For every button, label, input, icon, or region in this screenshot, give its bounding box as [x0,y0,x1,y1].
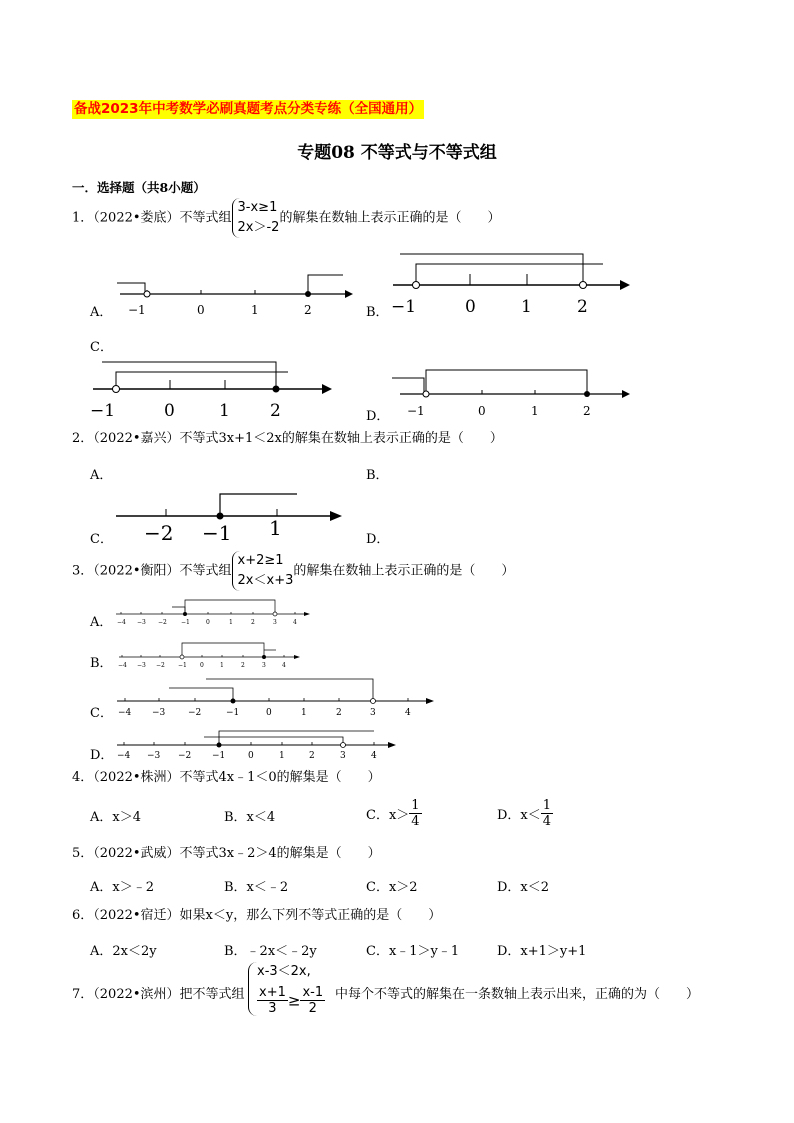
relation-symbol: ≥ [287,991,301,1010]
tick-label: 1 [219,401,230,421]
q5-option-b: B．x＜﹣2 [224,880,289,895]
q6-option-a: A．2x＜2y [90,944,157,959]
tick-label: −4 [118,662,127,669]
tick-label: −3 [137,619,146,626]
q1-option-d-numberline [390,364,635,420]
question-3 [72,551,514,591]
tick-label: 1 [229,619,233,626]
tick-label: 4 [282,662,286,669]
tick-label: 4 [371,751,377,761]
tick-label: −1 [226,708,240,718]
tick-label: 2 [304,303,312,317]
tick-label: 1 [521,297,532,316]
tick-label: −2 [144,521,174,545]
tick-label: 1 [220,662,224,669]
tick-label: −1 [178,662,187,669]
tick-label: −1 [391,297,417,316]
q6-option-d: D．x+1＞y+1 [497,944,587,959]
q1-option-a-numberline [115,270,355,320]
tick-label: −3 [137,662,146,669]
tick-label: −1 [212,751,226,761]
q5-option-a: A．x＞﹣2 [90,880,154,895]
fraction [257,985,288,1016]
tick-label: −1 [202,521,232,545]
q3-option-a-numberline [112,596,312,628]
tick-label: 2 [241,662,245,669]
tick-label: 0 [197,303,205,317]
q3-option-d-label: D． [90,748,114,763]
fraction-denominator: 2 [308,1001,317,1016]
tick-label: 2 [309,751,315,761]
question-1-system [232,198,280,238]
fraction-denominator: 3 [268,1001,277,1016]
q1-option-b-label: B． [366,305,389,320]
q3-option-c-numberline [112,676,437,720]
tick-label: 2 [270,401,281,421]
tick-label: −3 [147,751,161,761]
tick-label: 3 [340,751,346,761]
fraction-numerator: 1 [542,798,552,813]
q2-option-d-label: D． [366,532,390,547]
q4-option-b: B．x＜4 [224,810,276,825]
tick-label: 2 [583,404,591,418]
fraction-denominator: 4 [542,814,552,829]
question-1 [72,198,500,238]
question-7-prefix: 7．（2022•滨州）把不等式组 [72,987,245,1002]
tick-label: −2 [156,662,165,669]
tick-label: 0 [200,662,204,669]
q3-option-a-label: A． [90,615,113,630]
tick-label: 4 [293,619,297,626]
q2-option-a-label: A． [90,468,113,483]
question-3-prefix: 3．（2022•衡阳）不等式组 [72,563,232,579]
fraction-numerator: x-1 [302,985,324,1000]
system-line-2 [257,985,325,1016]
fraction [409,798,421,829]
tick-label: −2 [158,619,167,626]
system-line-2: 2x＞-2 [237,220,280,235]
q2-option-b-label: B． [366,468,389,483]
question-5: 5．（2022•武威）不等式3x﹣2＞4的解集是（ ） [72,846,381,861]
question-3-system [232,551,294,591]
q2-option-c-numberline [112,488,348,546]
tick-label: 3 [370,708,376,718]
tick-label: 0 [206,619,210,626]
q6-option-b: B．﹣2x＜﹣2y [224,944,317,959]
tick-label: 1 [301,708,307,718]
tick-label: 0 [465,297,476,316]
tick-label: −2 [178,751,192,761]
tick-label: −1 [90,401,116,421]
question-1-prefix: 1．（2022•娄底）不等式组 [72,210,232,226]
q1-option-c-numberline [88,356,336,422]
question-6: 6．（2022•宿迁）如果x＜y，那么下列不等式正确的是（ ） [72,908,442,923]
question-2: 2．（2022•嘉兴）不等式3x+1＜2x的解集在数轴上表示正确的是（ ） [72,431,503,446]
tick-label: −3 [152,708,166,718]
q6-option-c: C．x﹣1＞y﹣1 [366,944,460,959]
q2-option-c-label: C． [90,532,113,547]
tick-label: 1 [531,404,539,418]
tick-label: 2 [577,297,588,316]
q3-option-b-label: B． [90,656,113,671]
q4-option-a: A．x＞4 [90,810,141,825]
tick-label: 2 [251,619,255,626]
tick-label: 1 [279,751,285,761]
q1-option-c-label: C． [90,340,113,355]
tick-label: 3 [273,619,277,626]
fraction-numerator: 1 [411,798,420,813]
option-text: D．x＜ [497,808,541,823]
question-3-suffix: 的解集在数轴上表示正确的是（ ） [293,563,515,579]
tick-label: 4 [405,708,411,718]
fraction [300,985,325,1016]
q4-option-c [366,798,422,829]
tick-label: −4 [117,619,126,626]
q3-option-b-numberline [116,640,306,670]
tick-label: 1 [251,303,259,317]
question-7-system [248,962,325,1016]
q5-option-c: C．x＞2 [366,880,418,895]
question-1-suffix: 的解集在数轴上表示正确的是（ ） [279,210,501,226]
fraction [541,798,553,829]
tick-label: −2 [188,708,202,718]
tick-label: 0 [478,404,486,418]
tick-label: 0 [266,708,272,718]
question-4: 4．（2022•株洲）不等式4x﹣1＜0的解集是（ ） [72,770,381,785]
question-7-suffix: 中每个不等式的解集在一条数轴上表示出来，正确的为（ ） [335,987,700,1002]
tick-label: −4 [117,751,131,761]
tick-label: 2 [336,708,342,718]
q1-option-a-label: A． [90,305,113,320]
tick-label: −4 [118,708,132,718]
fraction-denominator: 4 [411,814,420,829]
system-line-1: x-3＜2x, [257,964,311,979]
option-text: C．x＞ [366,808,410,823]
system-line-1: x+2≥1 [237,553,284,568]
system-line-2: 2x＜x+3 [237,573,294,588]
series-banner: 备战2023年中考数学必刷真题考点分类专练（全国通用） [74,101,423,117]
system-line-1: 3-x≥1 [237,200,278,215]
tick-label: 0 [164,401,175,421]
q1-option-d-label: D． [366,409,390,424]
tick-label: 1 [269,516,282,540]
tick-label: −1 [128,303,146,317]
tick-label: 3 [262,662,266,669]
q1-option-b-numberline [388,250,633,316]
tick-label: 0 [248,751,254,761]
q3-option-c-label: C． [90,706,113,721]
tick-label: −1 [407,404,425,418]
q3-option-d-numberline [112,724,402,762]
q5-option-d: D．x＜2 [497,880,550,895]
section-heading: 一．选择题（共8小题） [72,180,206,195]
tick-label: −1 [181,619,190,626]
page-title: 专题08 不等式与不等式组 [297,143,497,163]
q4-option-d [497,798,553,829]
fraction-numerator: x+1 [259,985,286,1000]
